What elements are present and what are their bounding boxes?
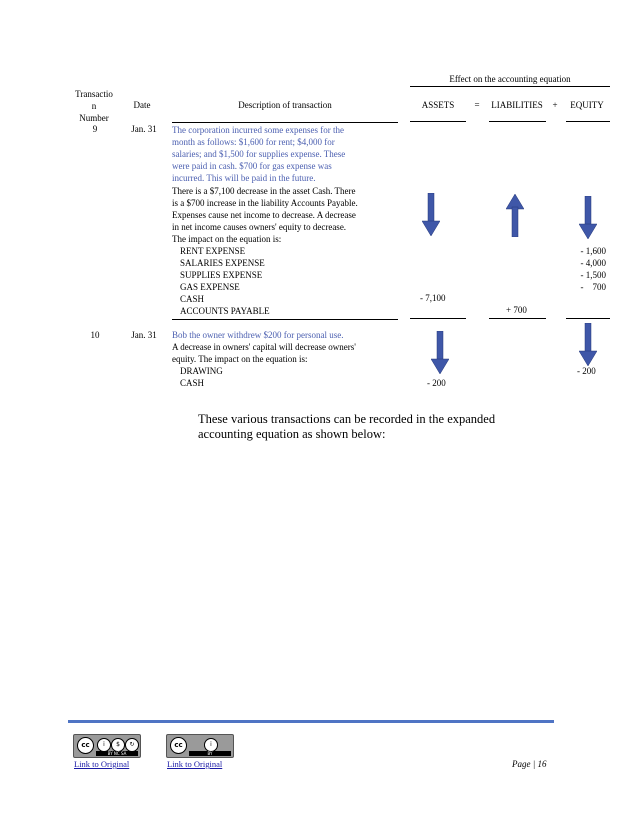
equity-row-rule [566, 318, 610, 319]
equity-amount: - 1,600 [580, 246, 606, 256]
arrow-down-icon [579, 196, 597, 240]
sharealike-icon: ↻ [125, 738, 139, 752]
arrow-down-icon [431, 331, 449, 375]
plus-sign: + [552, 100, 558, 110]
creative-commons-icon: cc [170, 737, 187, 754]
account-list [180, 245, 330, 317]
arrow-down-icon [579, 323, 597, 367]
cc-by-badge[interactable] [166, 734, 234, 758]
account-name: RENT EXPENSE [180, 246, 246, 256]
link-to-original[interactable]: Link to Original [167, 759, 223, 769]
account-list [180, 365, 330, 389]
arrow-up-icon [506, 193, 524, 237]
description-row-rule [172, 319, 398, 320]
attribution-icon: i [97, 738, 111, 752]
account-name: ACCOUNTS PAYABLE [180, 306, 270, 316]
col-description-header: Description of transaction [238, 100, 332, 110]
col-number-header: Transactio n Number [75, 89, 113, 123]
transaction-analysis: There is a $7,100 decrease in the asset Cash. There is a $700 increase in the liability Accounts Payable. Expenses cause net income to decrease. A decrease in net income causes owners' equity to decrease. The impact on the equation is: [172, 186, 358, 244]
equity-amounts [556, 245, 606, 293]
assets-amount: - 200 [427, 378, 446, 388]
equity-amount: - 200 [577, 366, 596, 376]
assets-header-rule [410, 121, 466, 122]
effect-title: Effect on the accounting equation [449, 74, 571, 84]
equity-header-rule [566, 121, 610, 122]
col-assets-header: ASSETS [421, 100, 455, 110]
account-name: SUPPLIES EXPENSE [180, 270, 263, 280]
summary-paragraph: These various transactions can be recorded in the expanded accounting equation as shown below: [198, 412, 496, 441]
col-liabilities-header: LIABILITIES [491, 100, 543, 110]
equity-amount: - 4,000 [580, 258, 606, 268]
attribution-icon: i [204, 738, 218, 752]
equity-amount: - 700 [580, 282, 606, 292]
effect-rule [410, 86, 610, 87]
liabilities-amount: + 700 [506, 305, 527, 315]
account-name: CASH [180, 294, 205, 304]
noncommercial-icon: $ [111, 738, 125, 752]
account-name: GAS EXPENSE [180, 282, 240, 292]
transaction-number: 10 [90, 330, 100, 340]
account-name: SALARIES EXPENSE [180, 258, 265, 268]
description-header-rule [172, 122, 398, 123]
arrow-down-icon [422, 193, 440, 237]
transaction-narrative: The corporation incurred some expenses for the month as follows: $1,600 for rent; $4,000 for salaries; and $1,500 for supplies expense. These were paid in cash. $700 for gas expense was incurred. This will be paid in the future. [172, 125, 346, 183]
account-name: DRAWING [180, 366, 223, 376]
col-equity-header: EQUITY [570, 100, 604, 110]
assets-row-rule [410, 318, 466, 319]
equity-amount: - 1,500 [580, 270, 606, 280]
liabilities-row-rule [489, 318, 546, 319]
license-terms: BY [189, 751, 231, 756]
col-date-header: Date [133, 100, 151, 110]
link-to-original[interactable]: Link to Original [74, 759, 130, 769]
transaction-number: 9 [92, 124, 98, 134]
transaction-narrative: Bob the owner withdrew $200 for personal use. [172, 330, 344, 340]
liabilities-header-rule [489, 121, 546, 122]
footer-rule [68, 720, 554, 723]
cc-by-nc-sa-badge[interactable] [73, 734, 141, 758]
transaction-analysis: A decrease in owners' capital will decrease owners' equity. The impact on the equation is: [172, 342, 356, 364]
license-terms: BY NC SA [96, 751, 138, 756]
transaction-date: Jan. 31 [131, 330, 157, 340]
transaction-date: Jan. 31 [131, 124, 157, 134]
eq-sign: = [474, 100, 480, 110]
creative-commons-icon: cc [77, 737, 94, 754]
account-name: CASH [180, 378, 205, 388]
assets-amount: - 7,100 [420, 293, 446, 303]
page-number: Page | 16 [512, 759, 547, 769]
